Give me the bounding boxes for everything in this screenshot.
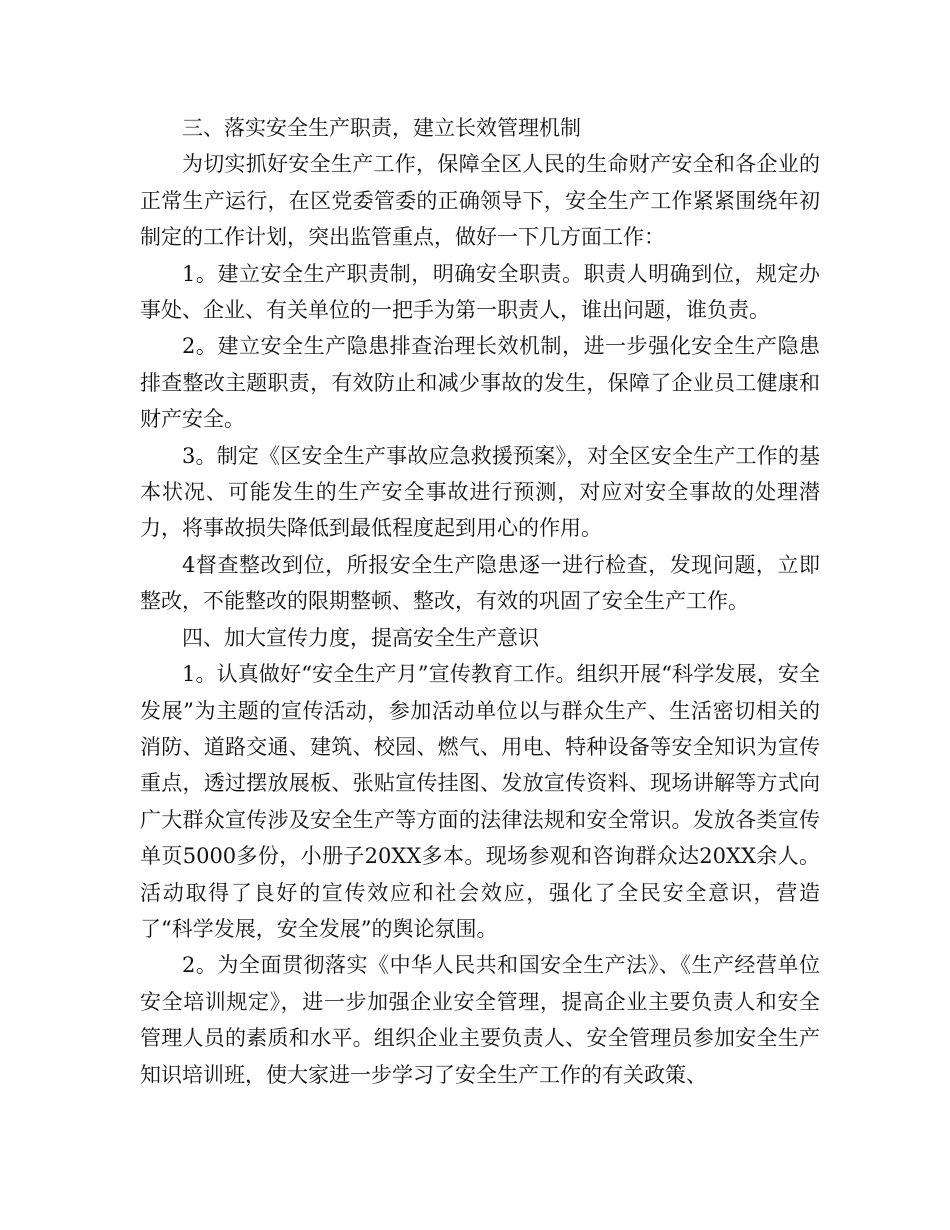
section-heading-3: 三、落实安全生产职责，建立长效管理机制 [182,116,581,140]
paragraph-item-2: 2。建立安全生产隐患排查治理长效机制，进一步强化安全生产隐患排查整改主题职责，有效防止和减少事故的发生，保障了企业员工健康和财产安全。 [140,334,820,432]
paragraph-publicity-2: 2。为全面贯彻落实《中华人民共和国安全生产法》、《生产经营单位安全培训规定》，进一步加强企业安全管理，提高企业主要负责人和安全管理人员的素质和水平。组织企业主要负责人、安全管理员参加安全生产知识培训班，使大家进一步学习了安全生产工作的有关政策、 [140,953,820,1087]
paragraph-intro: 为切实抓好安全生产工作，保障全区人民的生命财产安全和各企业的正常生产运行，在区党委管委的正确领导下，安全生产工作紧紧围绕年初制定的工作计划，突出监管重点，做好一下几方面工作： [140,152,820,250]
paragraph-item-4: 4督查整改到位，所报安全生产隐患逐一进行检查，发现问题，立即整改，不能整改的限期整顿、整改，有效的巩固了安全生产工作。 [140,552,820,614]
paragraph-item-1: 1。建立安全生产职责制，明确安全职责。职责人明确到位，规定办事处、企业、有关单位的一把手为第一职责人，谁出问题，谁负责。 [140,261,820,323]
paragraph-publicity-1: 1。认真做好“安全生产月”宣传教育工作。组织开展“科学发展，安全发展”为主题的宣传活动，参加活动单位以与群众生产、生活密切相关的消防、道路交通、建筑、校园、燃气、用电、特种设备等安全知识为宣传重点，透过摆放展板、张贴宣传挂图、发放宣传资料、现场讲解等方式向广大群众宣传涉及安全生产等方面的法律法规和安全常识。发放各类宣传单页5000多份，小册子20XX多本。现场参观和咨询群众达20XX余人。活动取得了良好的宣传效应和社会效应，强化了全民安全意识，营造了“科学发展，安全发展”的舆论氛围。 [140,662,820,941]
section-heading-4: 四、加大宣传力度，提高安全生产意识 [182,625,539,650]
paragraph-item-3: 3。制定《区安全生产事故应急救援预案》，对全区安全生产工作的基本状况、可能发生的生产安全事故进行预测，对应对安全事故的处理潜力，将事故损失降低到最低程度起到用心的作用。 [140,443,820,541]
document-page [140,110,820,1093]
